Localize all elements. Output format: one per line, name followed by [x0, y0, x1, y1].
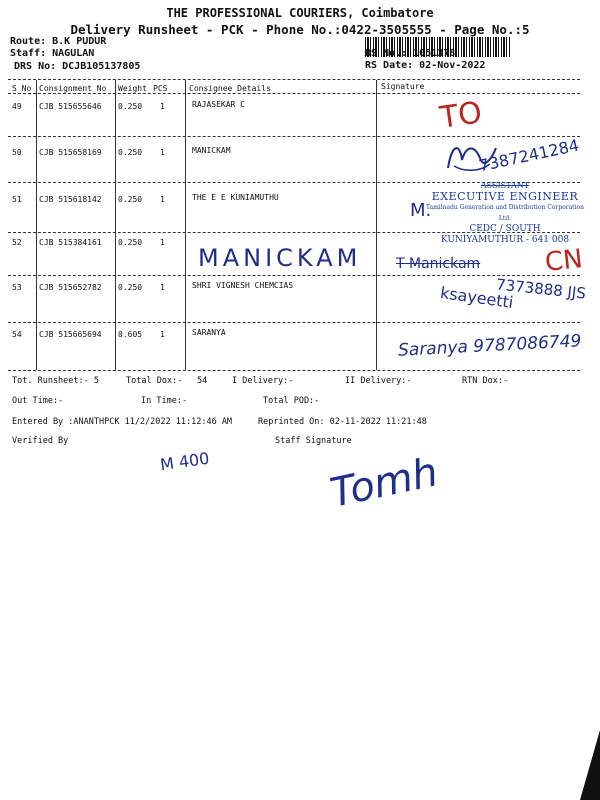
col-header-pcs: PCS	[153, 84, 168, 93]
col-header-signature: Signature	[381, 82, 425, 91]
col-divider	[185, 80, 186, 370]
total-dox-value: 54	[197, 376, 208, 386]
row-weight: 0.250	[118, 238, 143, 247]
row-pcs: 1	[160, 102, 165, 111]
row-signature: Saranya 9787086749	[397, 331, 582, 361]
col-header-consignee: Consignee Details	[189, 84, 271, 93]
row-pcs: 1	[160, 148, 165, 157]
runsheet-title: Delivery Runsheet - PCK - Phone No.:0422-3505555 - Page No.:5	[70, 22, 530, 37]
drs-label: DRS No: DCJB105137805	[14, 61, 141, 72]
reprinted-on: Reprinted On: 02-11-2022 11:21:48	[258, 417, 427, 427]
row-consignee: SHRI VIGNESH CHEMCIAS	[192, 281, 294, 290]
row-rule	[8, 136, 580, 137]
total-dox-label: Total Dox:-	[126, 376, 183, 386]
col-divider	[36, 80, 37, 370]
in-time: In Time:-	[141, 396, 188, 406]
row-struck-note: T Manickam	[396, 256, 481, 272]
row-weight: 0.250	[118, 148, 143, 157]
total-pod: Total POD:-	[263, 396, 320, 406]
row-consignment: CJB 515652782	[39, 283, 102, 292]
row-sno: 54	[12, 330, 22, 339]
row-sno: 50	[12, 148, 22, 157]
row-consignment: CJB 515618142	[39, 195, 102, 204]
row-sno: 53	[12, 283, 22, 292]
staff-label: Staff: NAGULAN	[10, 48, 95, 59]
row-weight: 0.605	[118, 330, 143, 339]
row-weight: 0.250	[118, 195, 143, 204]
col-header-weight: Weight	[118, 84, 147, 93]
row-weight: 0.250	[118, 102, 143, 111]
route-label: Route: B.K PUDUR	[10, 36, 107, 47]
entered-by: Entered By :ANANTHPCK 11/2/2022 11:12:46 AM	[12, 417, 233, 427]
row-consignment: CJB 515658169	[39, 148, 102, 157]
row-sno: 52	[12, 238, 22, 247]
ii-delivery: II Delivery:-	[345, 376, 412, 386]
page-fold-edge	[560, 730, 600, 800]
row-signature: M.	[410, 200, 432, 221]
row-consignee: MANICKAM	[198, 244, 362, 272]
row-signature: ksayeetti	[439, 282, 515, 313]
table-top-rule	[8, 79, 580, 80]
col-header-consignment: Consignment No	[39, 84, 107, 93]
verifier-mark: M 400	[158, 448, 211, 475]
stamp-line: CEDC / SOUTH	[469, 224, 541, 234]
i-delivery: I Delivery:-	[232, 376, 294, 386]
row-pcs: 1	[160, 330, 165, 339]
row-consignment: CJB 515655646	[39, 102, 102, 111]
row-consignment: CJB 515665694	[39, 330, 102, 339]
col-divider	[376, 80, 377, 370]
stamp-line: KUNIYAMUTHUR - 641 008	[440, 235, 570, 245]
table-bottom-rule	[8, 370, 580, 371]
row-rule	[8, 232, 580, 233]
tot-runsheet: Tot. Runsheet:- 5	[12, 376, 99, 386]
rs-number-text: RS No.: 1051378	[365, 48, 456, 59]
row-pcs: 1	[160, 238, 165, 247]
row-rule	[8, 275, 580, 276]
row-consignee: THE E E KUNIAMUTHU	[192, 193, 279, 202]
company-title: THE PROFESSIONAL COURIERS, Coimbatore	[166, 6, 434, 20]
row-rule	[8, 322, 580, 323]
staff-signature-label: Staff Signature	[275, 436, 352, 446]
stamp-line: ASSISTANT	[480, 181, 530, 190]
row-consignment: CJB 515384161	[39, 238, 102, 247]
stamp-line: Tamilnadu Generation and Distribution Corporation Ltd.	[425, 204, 584, 222]
row-phone-note: 7373888 JJS	[495, 275, 587, 303]
row-pcs: 1	[160, 195, 165, 204]
staff-handwritten-signature: Tomh	[326, 449, 442, 517]
stamp-line: EXECUTIVE ENGINEER	[431, 190, 579, 203]
official-stamp	[420, 180, 590, 245]
row-consignee: SARANYA	[192, 328, 226, 337]
col-header-sno: S No	[12, 84, 32, 93]
row-signature: TO	[437, 95, 485, 136]
rtn-dox: RTN Dox:-	[462, 376, 509, 386]
out-time: Out Time:-	[12, 396, 64, 406]
row-signature: CN	[543, 244, 585, 278]
row-phone-note: 7387241284	[477, 135, 581, 176]
rs-date: RS Date: 02-Nov-2022	[365, 60, 486, 71]
row-sno: 51	[12, 195, 22, 204]
row-sno: 49	[12, 102, 22, 111]
row-consignee: RAJASEKAR C	[192, 100, 245, 109]
row-weight: 0.250	[118, 283, 143, 292]
row-pcs: 1	[160, 283, 165, 292]
row-consignee: MANICKAM	[192, 146, 231, 155]
verified-by: Verified By	[12, 436, 69, 446]
col-divider	[115, 80, 116, 370]
header-rule	[8, 93, 580, 94]
rs-number	[365, 36, 371, 47]
